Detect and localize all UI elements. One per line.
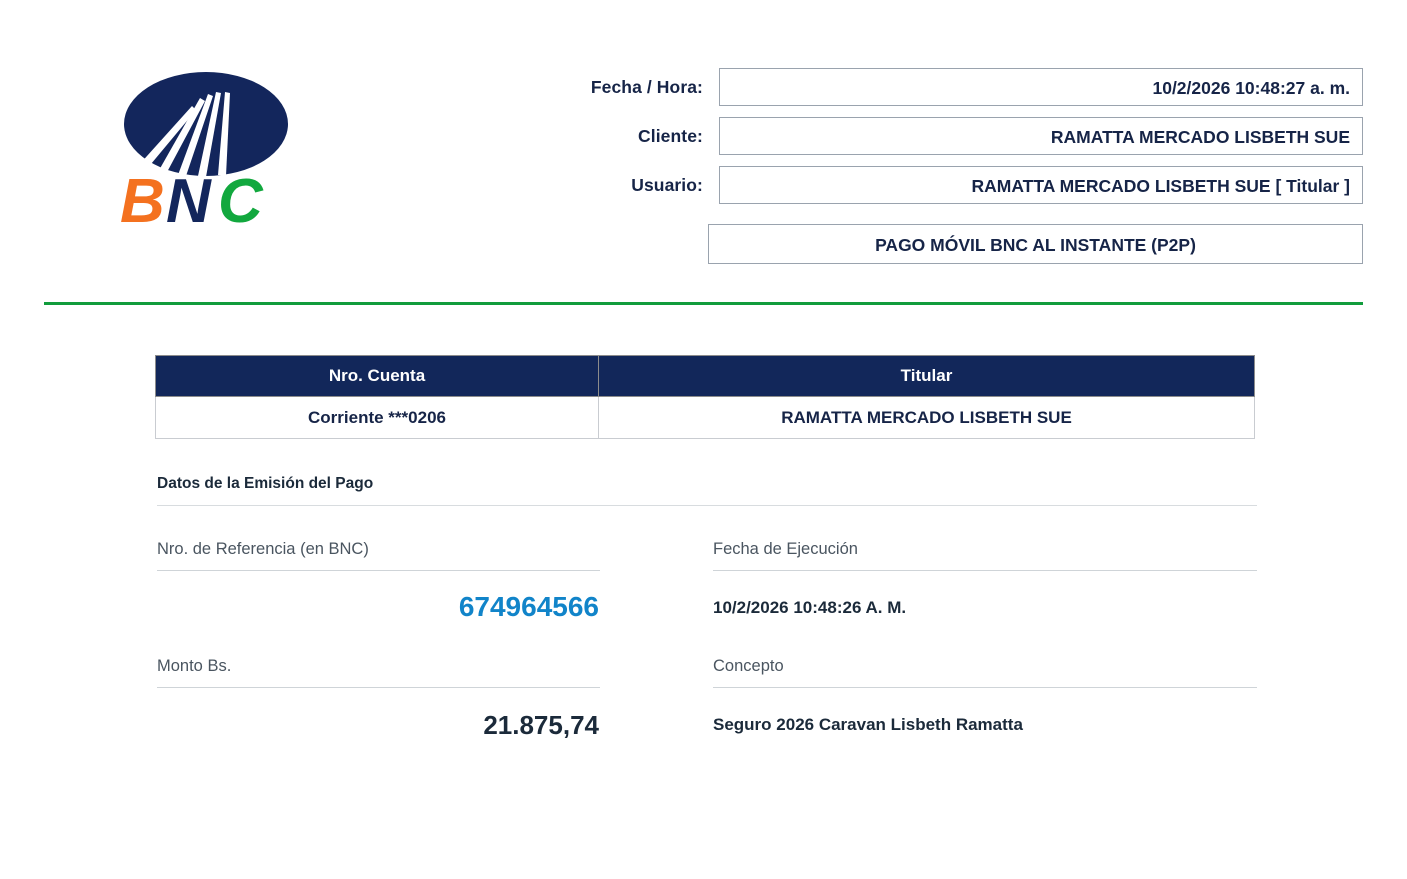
svg-text:N: N: [166, 167, 211, 236]
account-table: [155, 355, 1255, 439]
field-label-usuario: Usuario:: [631, 174, 703, 195]
bnc-logo-graphic: [114, 62, 304, 237]
bank-logo: [44, 40, 374, 237]
cell-titular: RAMATTA MERCADO LISBETH SUE: [599, 397, 1255, 439]
bnc-logo-icon: [114, 62, 304, 237]
field-label-cliente: Cliente:: [638, 125, 703, 146]
detail-execution-date: [713, 540, 1257, 623]
field-value-usuario: RAMATTA MERCADO LISBETH SUE [ Titular ]: [719, 166, 1363, 204]
detail-reference: [157, 540, 600, 623]
value-amount: 21.875,74: [483, 710, 599, 740]
grid-row-spacer-right: [713, 623, 1257, 657]
field-cliente: [374, 117, 1363, 155]
green-divider: [44, 302, 1363, 305]
field-value-cliente: RAMATTA MERCADO LISBETH SUE: [719, 117, 1363, 155]
table-row: [156, 397, 1255, 439]
label-reference: Nro. de Referencia (en BNC): [157, 540, 600, 571]
column-header-cuenta: Nro. Cuenta: [156, 356, 599, 397]
receipt-header: [0, 0, 1407, 264]
svg-text:C: C: [218, 167, 263, 236]
operation-title-spacer: [374, 215, 708, 264]
table-header-row: [156, 356, 1255, 397]
value-execution-date: 10/2/2026 10:48:26 A. M.: [713, 598, 907, 617]
svg-text:B: B: [120, 167, 165, 236]
operation-title: PAGO MÓVIL BNC AL INSTANTE (P2P): [708, 224, 1363, 264]
cell-cuenta: Corriente ***0206: [156, 397, 599, 439]
field-value-fecha-hora: 10/2/2026 10:48:27 a. m.: [719, 68, 1363, 106]
section-title-emision: Datos de la Emisión del Pago: [157, 475, 1257, 506]
value-reference: 674964566: [458, 591, 599, 622]
field-usuario: [374, 166, 1363, 204]
label-execution-date: Fecha de Ejecución: [713, 540, 1257, 571]
field-fecha-hora: [374, 68, 1363, 106]
label-concept: Concepto: [713, 657, 1257, 688]
label-amount: Monto Bs.: [157, 657, 600, 688]
operation-title-row: [374, 215, 1363, 264]
column-header-titular: Titular: [599, 356, 1255, 397]
grid-row-spacer-left: [157, 623, 600, 657]
payment-details-grid: [157, 540, 1257, 741]
header-fields: [374, 40, 1363, 264]
detail-amount: [157, 657, 600, 741]
field-label-fecha-hora: Fecha / Hora:: [590, 76, 703, 97]
value-concept: Seguro 2026 Caravan Lisbeth Ramatta: [713, 715, 1023, 734]
detail-concept: [713, 657, 1257, 741]
